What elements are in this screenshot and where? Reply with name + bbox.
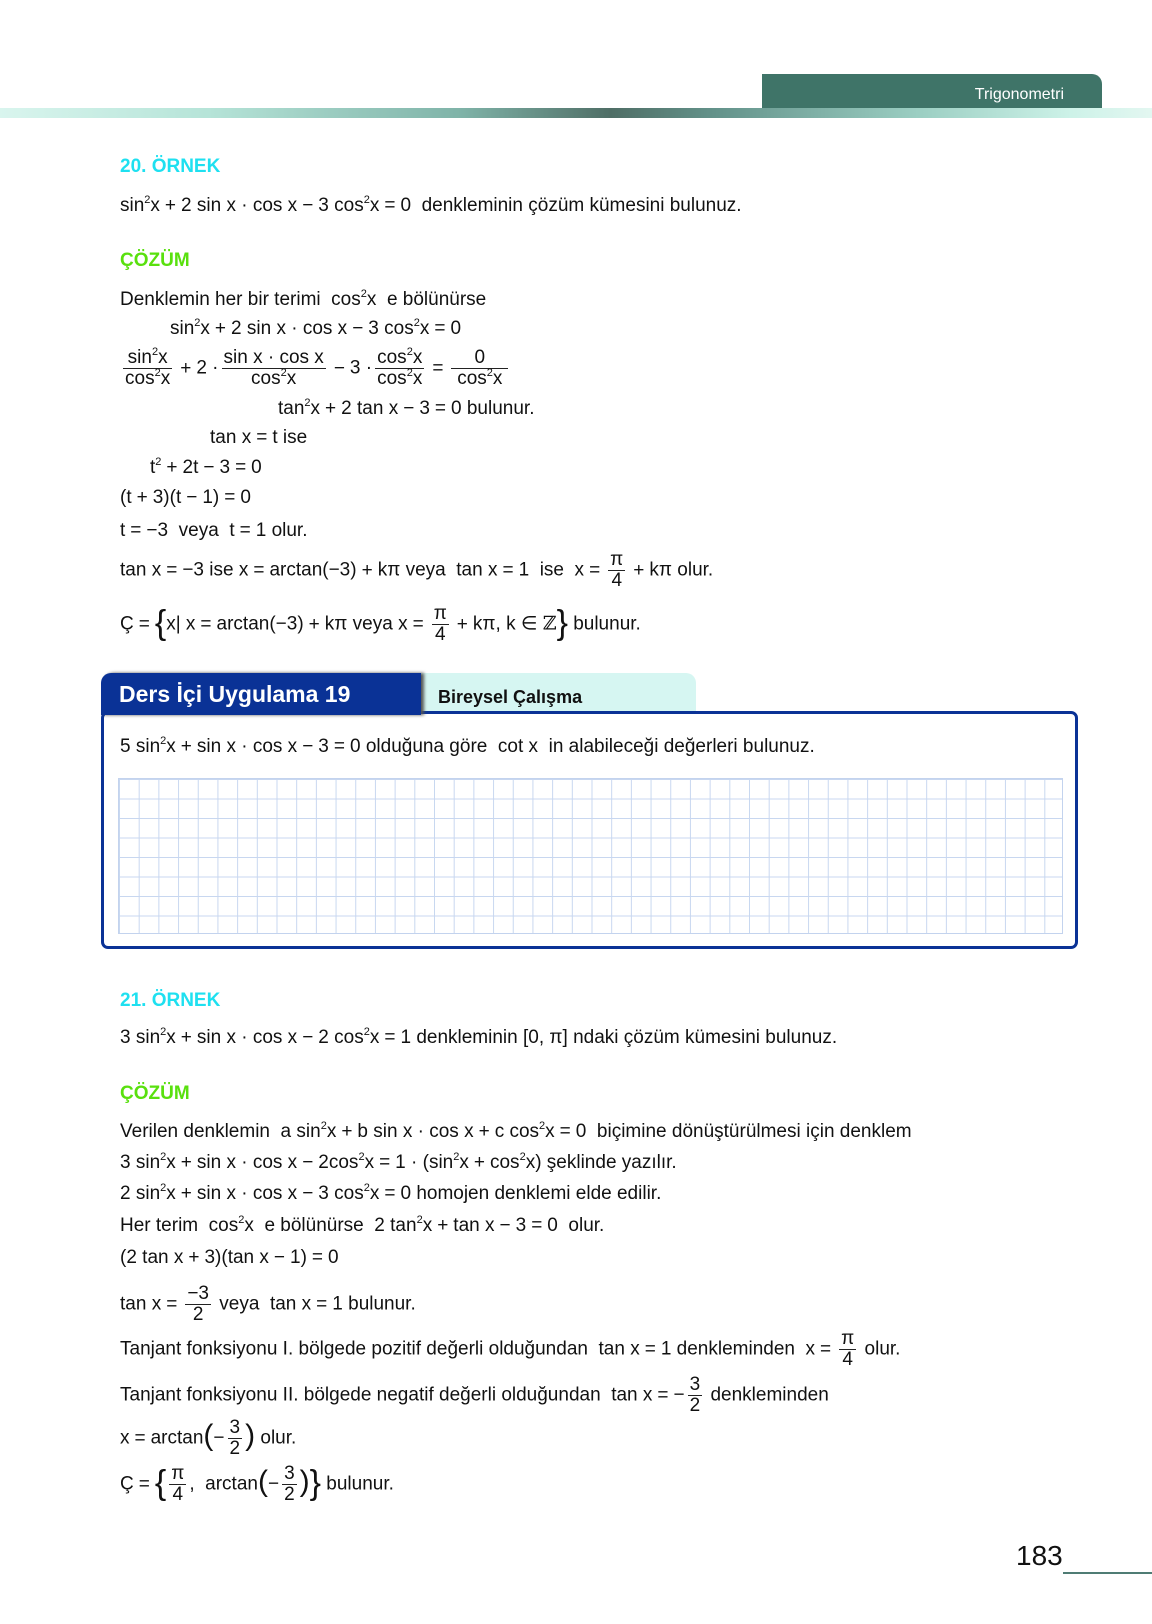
l4-start: Her terim — [120, 1215, 199, 1236]
solution-21-line-9: x = arctan(− $\frac{3}{2}$ ) olur. — [120, 1417, 297, 1459]
fraction-equation: $\frac{\sin^2x}{\cos^2x}$ + 2 · $\frac{\text{sin x · cos x}}{\cos^2x}$ − 3 · $\frac{\cos^2x}{\cos^2x}$ = $\frac{0}{\cos^2x}$ — [125, 346, 507, 389]
lesson-question: 5 $\sin^2x + \sin x \cdot \cos x - 3 = 0$ olduğuna göre cot x in alabileceği değerleri bulunuz. — [120, 735, 815, 757]
ise-text: ise — [209, 559, 234, 581]
page-number-underline — [1063, 1572, 1152, 1574]
solution-21-line-6: tan x = $\frac{-3}{2}$ veya tan x = 1 bulunur. — [120, 1283, 416, 1325]
equation-line: $\sin^2x + 2$ sin x · cos x − 3 $\cos^2x = 0$ — [170, 317, 462, 339]
intro-suffix: e bölünürse — [386, 289, 487, 310]
lesson-tab-title — [101, 673, 421, 715]
olur-text: olur. — [677, 559, 714, 581]
example-21-problem: 3 $\sin^2x + \sin x \cdot \cos x - 2$ $\cos^2x = 1$ denkleminin [0, π] ndaki çözüm kümesini bulunuz. — [120, 1026, 838, 1048]
olur-text: olur. — [271, 520, 308, 541]
bulunur-text: bulunur. — [466, 398, 535, 419]
l2-end: şeklinde yazılır. — [546, 1152, 677, 1173]
solution-21-line-8: Tanjant fonksiyonu II. bölgede negatif değerli olduğundan tan x = − $\frac{3}{2}$ denkleminden — [120, 1374, 829, 1416]
roots-line: t = −3 veya t = 1 olur. — [120, 520, 308, 541]
bulunur-final: bulunur. — [573, 613, 641, 635]
veya-text: veya — [178, 520, 219, 541]
answer-grid[interactable] — [118, 778, 1063, 934]
section-tab — [762, 74, 1102, 111]
lesson-title: Ders İçi Uygulama 19 — [119, 681, 351, 707]
l6-end: bulunur. — [348, 1293, 416, 1315]
example-21-heading: 21. ÖRNEK — [120, 990, 221, 1011]
ise-text: ise — [282, 427, 308, 448]
solution-21-line-2: 3 $\sin^2x + \sin x \cdot \cos x - 2\cos^2x = 1 \cdot (\sin^2x + \cos^2x)$ şeklinde yazılır. — [120, 1151, 677, 1173]
l3-end: homojen denklemi elde edilir. — [416, 1183, 662, 1204]
solutions-line: tan x = −3 ise x = arctan(−3) + kπ veya tan x = 1 ise x = $\frac{\pi}{4}$ + kπ olur. — [120, 549, 714, 591]
solution-set-line: Ç = {x| x = arctan(−3) + kπ veya x = $\frac{\pi}{4}$ + kπ, k ∈ ℤ} bulunur. — [120, 603, 641, 645]
l9-end: olur. — [260, 1427, 297, 1449]
l8-end: denkleminden — [710, 1384, 829, 1406]
tan-equation: $\tan^2x + 2$ tan x − 3 = 0 bulunur. — [278, 397, 535, 419]
problem-mid: denkleminin — [416, 1027, 518, 1048]
veya-text: veya — [352, 613, 393, 635]
solution-21-line-7: Tanjant fonksiyonu I. bölgede pozitif değerli olduğundan tan x = 1 denkleminden x = $\frac{\pi}{4}$ olur. — [120, 1328, 901, 1370]
intro-text: Denklemin her bir terimi — [120, 289, 321, 310]
solution-21-line-5: (2 tan x + 3)(tan x − 1) = 0 — [120, 1247, 339, 1268]
substitution-line: tan x = t ise — [210, 427, 308, 448]
l4-mid: e bölünürse — [264, 1215, 364, 1236]
lesson-tab-subtitle — [418, 673, 696, 715]
l7-end: olur. — [864, 1338, 901, 1360]
l10-end: bulunur. — [326, 1473, 394, 1495]
solution-21-line-1: Verilen denklemin a $\sin^2x + b$ sin x · cos x + c $\cos^2x = 0$ biçimine dönüştürülmesi için denklem — [120, 1120, 912, 1142]
solution-21-heading: ÇÖZÜM — [120, 1083, 190, 1104]
question-end: in alabileceği değerleri bulunuz. — [548, 736, 815, 757]
factored-line: (t + 3)(t − 1) = 0 — [120, 487, 251, 508]
solution-21-line-3: 2 $\sin^2x + \sin x \cdot \cos x - 3$ $\cos^2x = 0$ homojen denklemi elde edilir. — [120, 1182, 662, 1204]
l7-mid: denkleminden — [676, 1338, 795, 1360]
l1-end: biçimine dönüştürülmesi için denklem — [596, 1121, 912, 1142]
header-gradient-bar — [0, 108, 1152, 118]
lesson-subtitle: Bireysel Çalışma — [438, 687, 583, 707]
page-number: 183 — [1016, 1540, 1063, 1571]
question-mid: olduğuna göre — [365, 736, 488, 757]
solution-21-line-10: Ç = { $\frac{\pi}{4}$ , arctan(− $\frac{3}{2}$ )} bulunur. — [120, 1463, 394, 1505]
solution-20-heading: ÇÖZÜM — [120, 250, 190, 271]
l7-start: Tanjant fonksiyonu I. bölgede pozitif değerli olduğundan — [120, 1338, 588, 1360]
problem-text: denkleminin çözüm kümesini bulunuz. — [421, 195, 742, 216]
example-20-problem: $\sin^2x + 2$ sin x · cos x − 3 $\cos^2x = 0$ denkleminin çözüm kümesini bulunuz. — [120, 194, 742, 216]
example-20-heading: 20. ÖRNEK — [120, 156, 221, 177]
section-title: Trigonometri — [974, 86, 1064, 103]
l6-veya: veya — [219, 1293, 260, 1315]
solution-21-line-4: Her terim $\cos^2x$ e bölünürse 2 $\tan^2x + \tan x - 3 = 0$ olur. — [120, 1214, 605, 1236]
l4-end: olur. — [568, 1215, 605, 1236]
veya-text: veya — [405, 559, 446, 581]
l8-start: Tanjant fonksiyonu II. bölgede negatif değerli olduğundan — [120, 1384, 601, 1406]
quadratic-line: $t^2 + 2t - 3 = 0$ — [150, 456, 262, 478]
ise-text: ise — [539, 559, 564, 581]
problem-end: ndaki çözüm kümesini bulunuz. — [573, 1027, 838, 1048]
solution-20-intro: Denklemin her bir terimi $\cos^2x$ e bölünürse — [120, 288, 487, 310]
l1-start: Verilen denklemin — [120, 1121, 270, 1142]
